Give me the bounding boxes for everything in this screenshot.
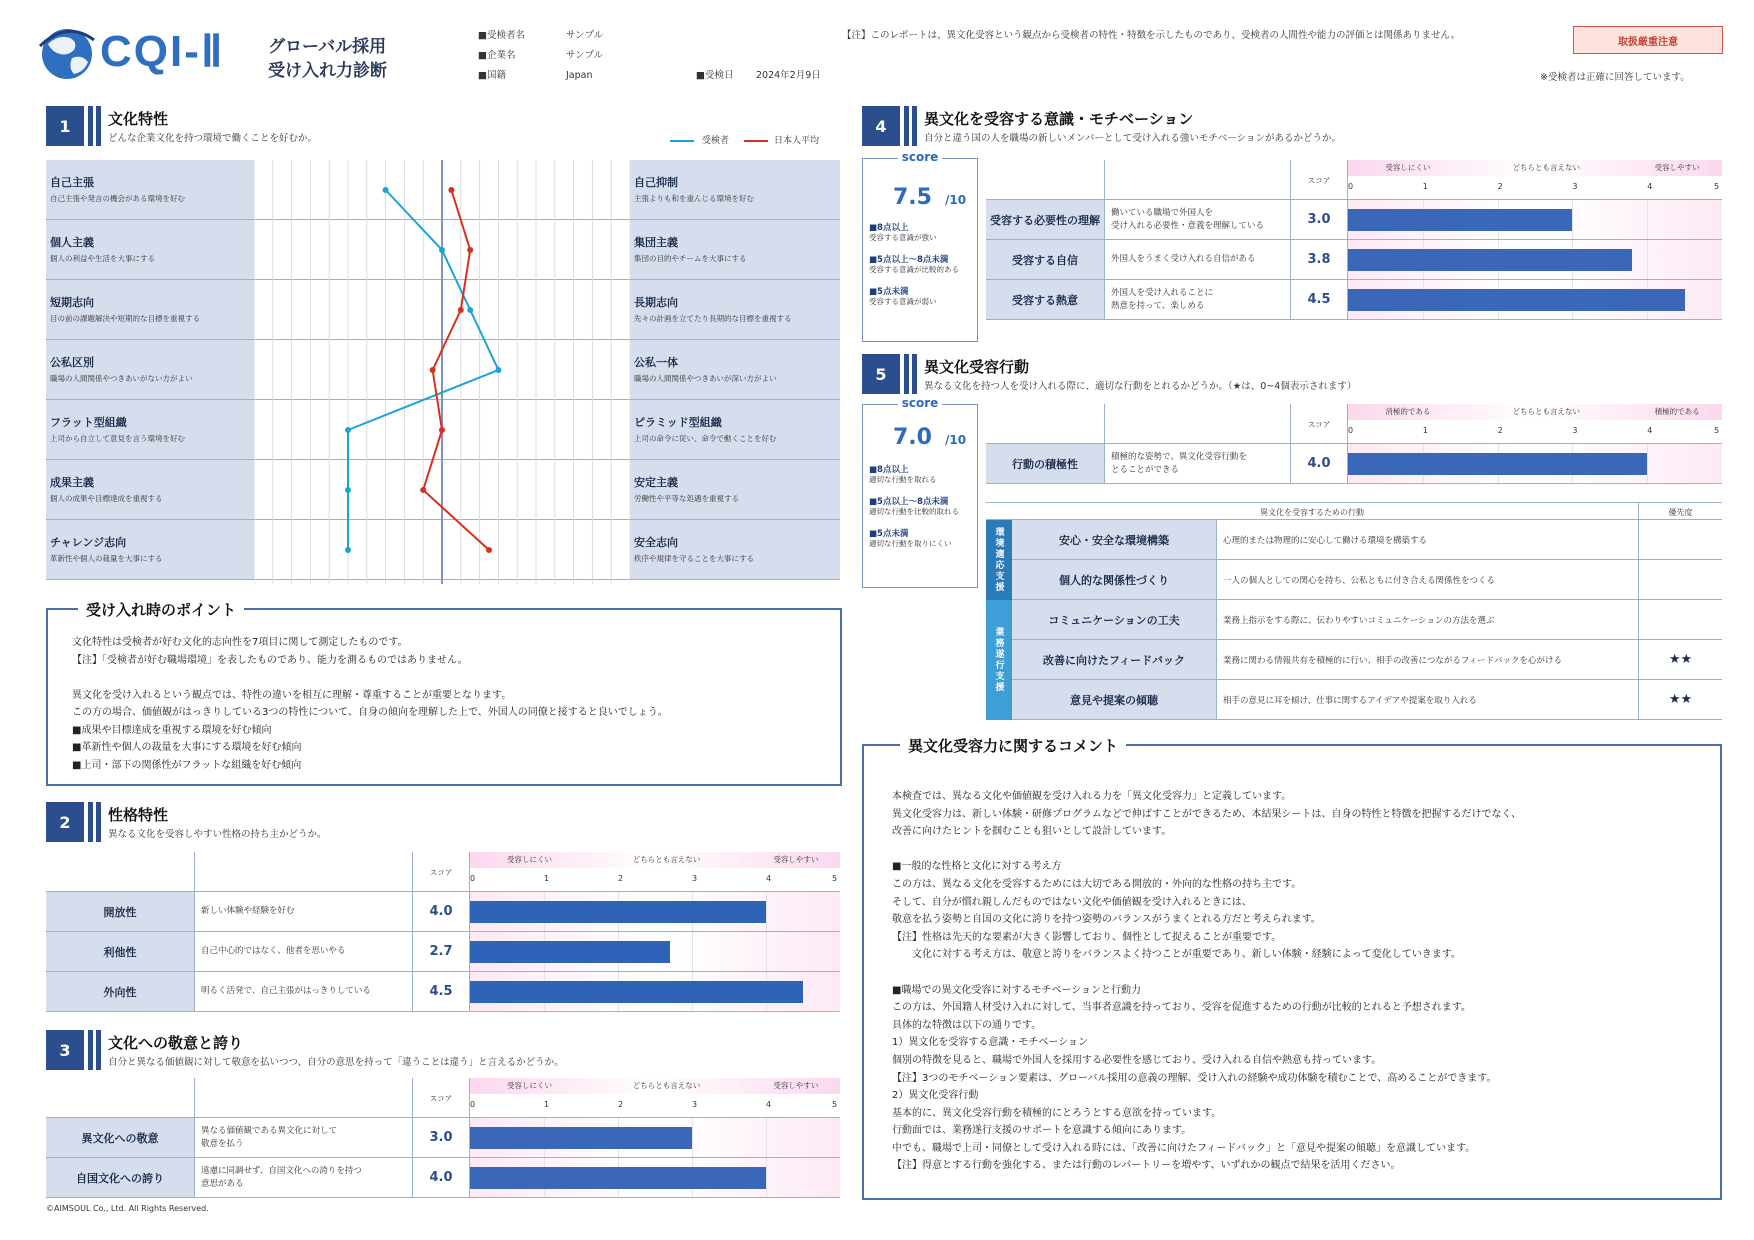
action-row xyxy=(1012,600,1722,640)
row-score: 4.5 xyxy=(1290,280,1348,319)
score-legend-item xyxy=(869,495,977,517)
respect-pride-table xyxy=(46,1078,840,1200)
row-score: 2.7 xyxy=(412,932,470,971)
score-col-header: スコア xyxy=(412,852,470,892)
scale-header xyxy=(470,852,840,888)
section-number: 1 xyxy=(46,106,84,146)
legend-average: 日本人平均 xyxy=(774,136,820,146)
comment-line: 具体的な特徴は以下の通りです。 xyxy=(892,1019,1042,1031)
row-desc xyxy=(194,972,412,1011)
section-title: 異文化を受容する意識・モチベーション xyxy=(924,110,1194,128)
action-row xyxy=(1012,560,1722,600)
culture-right-label: 集団主義 xyxy=(634,236,678,249)
action-desc: 業務に関わる情報共有を積極的に行い、相手の改善につながるフィードバックを心がける xyxy=(1216,640,1638,679)
row-desc xyxy=(194,892,412,931)
row-desc xyxy=(194,1158,412,1197)
score-outof: /10 xyxy=(945,193,967,207)
scale-tick: 5 xyxy=(1714,182,1720,191)
date-label: ■受検日 xyxy=(696,70,734,81)
behavior-table xyxy=(986,404,1722,488)
culture-left-cell xyxy=(46,340,254,399)
row-desc-text: 積極的な姿勢で、異文化受容行動を xyxy=(1111,452,1247,463)
comment-box xyxy=(862,737,1722,1200)
comment-line: 【注】得意とする行動を強化する、または行動のレパートリーを増やす、いずれかの観点で結果を活用ください。 xyxy=(892,1160,1401,1172)
scale-tick: 4 xyxy=(766,1100,772,1109)
data-point xyxy=(345,487,351,493)
culture-right-label: 安定主義 xyxy=(634,476,678,489)
row-score: 3.0 xyxy=(1290,200,1348,239)
comment-line: 個別の特徴を見ると、職場で外国人を採用する必要性を感じており、受け入れる自信や熱意も持っています。 xyxy=(892,1054,1382,1066)
culture-profile xyxy=(46,160,840,584)
score-row xyxy=(46,1158,840,1198)
culture-right-cell xyxy=(630,220,840,279)
row-desc-text: 受け入れる必要性・意義を理解している xyxy=(1111,220,1265,231)
score-legend-item xyxy=(869,463,977,485)
score-legend-item xyxy=(869,221,977,243)
comment-line: 【注】性格は先天的な要素が大きく影響しており、個性として捉えることが重要です。 xyxy=(892,931,1282,943)
row-desc-text: 意思がある xyxy=(201,1178,244,1189)
score-row xyxy=(46,892,840,932)
date-value: 2024年2月9日 xyxy=(756,70,821,81)
score-row xyxy=(46,932,840,972)
row-desc xyxy=(1104,280,1290,319)
logo-sub2: 受け入れ力診断 xyxy=(268,61,387,81)
culture-right-label: 安全志向 xyxy=(634,536,678,549)
scale-neutral: どちらとも言えない xyxy=(632,1081,701,1090)
section4-header xyxy=(862,106,1722,146)
culture-left-desc: 目の前の課題解決や短期的な目標を重視する xyxy=(50,314,200,323)
candidate-label: ■受検者名 xyxy=(478,30,525,41)
row-desc-text: とることができる xyxy=(1111,464,1180,475)
data-point xyxy=(345,427,351,433)
group-work-support: 業務遂行支援 xyxy=(986,600,1012,720)
points-line: 【注】「受検者が好む職場環境」を表したものであり、能力を測るものではありません。 xyxy=(72,654,468,666)
legend-candidate: 受検者 xyxy=(702,136,730,146)
scale-tick: 1 xyxy=(1422,182,1428,191)
score-row xyxy=(46,972,840,1012)
action-label: コミュニケーションの工夫 xyxy=(1012,600,1216,639)
row-desc-text: 働いている職場で外国人を xyxy=(1111,208,1214,219)
scale-tick: 2 xyxy=(1497,426,1503,435)
personality-table xyxy=(46,852,840,1014)
points-line: ■成果や目標達成を重視する環境を好む傾向 xyxy=(72,724,272,736)
action-row xyxy=(1012,640,1722,680)
row-score: 3.8 xyxy=(1290,240,1348,279)
scale-tick: 3 xyxy=(1572,182,1578,191)
score-bar xyxy=(1348,209,1572,231)
action-label: 個人的な関係性づくり xyxy=(1012,560,1216,599)
action-desc: 一人の個人としての関心を持ち、公私ともに付き合える関係性をつくる xyxy=(1216,560,1638,599)
section-subtitle: 自分と違う国の人を職場の新しいメンバーとして受け入れる強いモチベーションがあるかどうか。 xyxy=(924,133,1341,144)
comment-line: そして、自分が慣れ親しんだものではない文化や価値観を受け入れるときには、 xyxy=(892,896,1252,908)
data-point xyxy=(439,247,445,253)
culture-left-cell xyxy=(46,160,254,219)
scale-easy: 受容しやすい xyxy=(773,1081,819,1090)
culture-right-desc: 労働性や平等な処遇を重視する xyxy=(634,494,739,503)
points-line: ■上司・部下の関係性がフラットな組織を好む傾向 xyxy=(72,759,302,771)
row-label: 外向性 xyxy=(46,972,194,1011)
scale-tick: 1 xyxy=(1422,426,1428,435)
comment-line: この方は、異なる文化を受容するためには大切である開放的・外向的な性格の持ち主です。 xyxy=(892,878,1302,890)
data-point xyxy=(345,547,351,553)
company-label: ■企業名 xyxy=(478,50,516,61)
score-row xyxy=(986,280,1722,320)
action-desc: 心理的または物理的に安心して働ける環境を構築する xyxy=(1216,520,1638,559)
score-col-header: スコア xyxy=(1290,404,1348,444)
section3-header xyxy=(46,1030,836,1070)
row-desc xyxy=(1104,444,1290,483)
action-priority-stars xyxy=(1638,600,1722,639)
row-desc-text: 異なる価値観である異文化に対して xyxy=(201,1126,338,1137)
action-priority-stars: ★★ xyxy=(1638,680,1722,719)
action-row xyxy=(1012,680,1722,720)
data-point xyxy=(439,427,445,433)
row-desc xyxy=(1104,240,1290,279)
data-point xyxy=(458,307,464,313)
culture-left-label: 自己主張 xyxy=(50,176,94,189)
section-subtitle: 自分と異なる価値観に対して敬意を払いつつ、自分の意思を持って「違うことは違う」と言えるかどうか。 xyxy=(108,1057,564,1068)
logo-sub1: グローバル採用 xyxy=(268,37,387,57)
scale-tick: 0 xyxy=(470,874,476,883)
legend-head: ■5点以上～8点未満 xyxy=(869,496,949,507)
scale-tick: 2 xyxy=(618,1100,624,1109)
section-subtitle: 異なる文化を受容しやすい性格の持ち主かどうか。 xyxy=(108,829,327,840)
score-outof: /10 xyxy=(945,433,967,447)
score-row xyxy=(986,200,1722,240)
comment-line: ■職場での異文化受容に対するモチベーションと行動力 xyxy=(892,984,1142,996)
row-desc xyxy=(1104,200,1290,239)
scale-easy: 積極的である xyxy=(1654,407,1700,416)
scale-neutral: どちらとも言えない xyxy=(1512,163,1581,172)
culture-left-label: 短期志向 xyxy=(50,296,94,309)
culture-right-desc: 上司の命令に従い、命令で動くことを好む xyxy=(634,434,777,443)
action-priority-stars: ★★ xyxy=(1638,640,1722,679)
scale-header xyxy=(470,1078,840,1114)
score-row xyxy=(986,240,1722,280)
comment-line: この方は、外国籍人材受け入れに対して、当事者意識を持っており、受容を促進するための行動が比較的とれると予想されます。 xyxy=(892,1002,1471,1014)
row-desc-text: 敬意を払う xyxy=(201,1138,244,1149)
culture-right-cell xyxy=(630,280,840,339)
action-priority-stars xyxy=(1638,520,1722,559)
row-desc-text: 自己中心的ではなく、他者を思いやる xyxy=(201,946,346,957)
culture-profile-chart xyxy=(254,160,630,584)
row-label: 受容する必要性の理解 xyxy=(986,200,1104,239)
points-line: ■革新性や個人の裁量を大事にする環境を好む傾向 xyxy=(72,742,302,753)
scale-tick: 5 xyxy=(832,874,838,883)
scale-tick: 0 xyxy=(1348,426,1354,435)
culture-right-label: ピラミッド型組織 xyxy=(634,416,722,429)
comment-line: 中でも、職場で上司・同僚として受け入れる時には、「改善に向けたフィードバック」と「意見や提案の傾聴」を意識しています。 xyxy=(892,1142,1476,1154)
action-row xyxy=(1012,520,1722,560)
section-number: 2 xyxy=(46,802,84,842)
comment-line xyxy=(892,964,1712,982)
row-label: 異文化への敬意 xyxy=(46,1118,194,1157)
comment-line: 文化に対する考え方は、敬意と誇りをバランスよく持つことが重要であり、新しい体験・経験によって変化していきます。 xyxy=(892,949,1461,961)
points-line: 異文化を受け入れるという観点では、特性の違いを相互に理解・尊重することが重要となります。 xyxy=(72,689,512,701)
motivation-score: 7.5 xyxy=(893,185,932,210)
comment-line: 本検査では、異なる文化や価値観を受け入れる力を「異文化受容力」と定義しています。 xyxy=(892,791,1292,802)
row-label: 利他性 xyxy=(46,932,194,971)
action-priority-stars xyxy=(1638,560,1722,599)
scale-tick: 1 xyxy=(544,874,550,883)
section-subtitle: どんな企業文化を持つ環境で働くことを好むか。 xyxy=(108,133,318,144)
comment-text xyxy=(892,788,1712,1175)
data-point xyxy=(430,367,436,373)
legend-sub: 適切な行動を取りにくい xyxy=(869,538,952,548)
scale-hard: 受容しにくい xyxy=(507,855,552,864)
score-bar xyxy=(1348,289,1685,311)
scale-tick: 4 xyxy=(766,874,772,883)
comment-line xyxy=(892,841,1712,859)
score-legend-item xyxy=(869,285,977,307)
row-label: 自国文化への誇り xyxy=(46,1158,194,1197)
scale-tick: 4 xyxy=(1647,426,1653,435)
comment-line: 敬意を払う姿勢と自国の文化に誇りを持つ姿勢のバランスがうまくとれる方だと考えられます。 xyxy=(892,914,1321,926)
row-desc-text: 明るく活発で、自己主張がはっきりしている xyxy=(201,986,371,997)
behavior-score: 7.0 xyxy=(893,425,932,450)
scale-tick: 3 xyxy=(692,874,698,883)
scale-tick: 0 xyxy=(1348,182,1354,191)
culture-right-desc: 職場の人間関係やつきあいが深い方がよい xyxy=(634,374,777,383)
culture-left-label: 個人主義 xyxy=(50,236,94,249)
scale-hard: 受容しにくい xyxy=(1385,163,1431,172)
scale-neutral: どちらとも言えない xyxy=(632,855,701,864)
scale-easy: 受容しやすい xyxy=(1654,163,1700,172)
action-desc: 業務上指示をする際に、伝わりやすいコミュニケーションの方法を選ぶ xyxy=(1216,600,1638,639)
scale-hard: 受容しにくい xyxy=(507,1081,552,1090)
scale-header xyxy=(1348,160,1722,196)
score-legend-item xyxy=(869,527,977,549)
legend-head: ■5点未満 xyxy=(869,286,909,297)
score-word: score xyxy=(898,150,943,164)
culture-left-desc: 自己主張や発言の機会がある環境を好む xyxy=(50,194,185,203)
points-line: 文化特性は受検者が好む文化的志向性を7項目に関して測定したものです。 xyxy=(72,637,408,648)
row-desc-text: 外国人を受け入れることに xyxy=(1111,288,1214,299)
legend-head: ■5点未満 xyxy=(869,528,909,539)
row-label: 開放性 xyxy=(46,892,194,931)
score-col-header: スコア xyxy=(412,1078,470,1118)
data-point xyxy=(495,367,501,373)
culture-left-desc: 個人の利益や生活を大事にする xyxy=(50,254,155,263)
legend-sub: 適切な行動を取れる xyxy=(869,475,937,484)
priority-header: 優先度 xyxy=(1638,503,1722,521)
action-desc: 相手の意見に耳を傾け、仕事に関するアイデアや提案を取り入れる xyxy=(1216,680,1638,719)
culture-left-desc: 個人の成果や目標達成を重視する xyxy=(50,494,163,503)
actions-table xyxy=(986,502,1722,724)
culture-right-cell xyxy=(630,460,840,519)
scale-tick: 0 xyxy=(470,1100,476,1109)
points-box xyxy=(46,601,842,786)
nationality-value: Japan xyxy=(566,70,593,81)
comment-line: 【注】3つのモチベーション要素は、グローバル採用の意義の理解、受け入れの経験や成功体験を積むことで、高めることができます。 xyxy=(892,1072,1497,1084)
culture-right-desc: 先々の計画を立てたり長期的な目標を重視する xyxy=(634,314,792,323)
scale-tick: 1 xyxy=(544,1100,550,1109)
actions-header: 異文化を受容するための行動 xyxy=(1260,507,1364,517)
culture-left-desc: 上司から自立して意見を言う環境を好む xyxy=(50,434,185,443)
section5-header xyxy=(862,354,1722,394)
culture-left-cell xyxy=(46,220,254,279)
comment-line: 1）異文化を受容する意識・モチベーション xyxy=(892,1037,1088,1049)
row-desc xyxy=(194,932,412,971)
points-title: 受け入れ時のポイント xyxy=(78,599,244,620)
score-row xyxy=(46,1118,840,1158)
comment-line: 行動面では、業務遂行支援のサポートを意識する傾向にあります。 xyxy=(892,1125,1192,1137)
score-bar xyxy=(470,941,670,963)
culture-left-label: フラット型組織 xyxy=(50,416,127,429)
points-line xyxy=(72,669,832,687)
scale-tick: 3 xyxy=(1572,426,1578,435)
score-bar xyxy=(1348,453,1647,475)
comment-line: 改善に向けたヒントを掴むことも狙いとして設計しています。 xyxy=(892,826,1172,838)
score-row xyxy=(986,444,1722,484)
legend-head: ■8点以上 xyxy=(869,223,909,233)
culture-left-desc: 革新性や個人の裁量を大事にする xyxy=(50,554,163,563)
legend-head: ■5点以上～8点未満 xyxy=(869,254,949,265)
section-number: 3 xyxy=(46,1030,84,1070)
culture-left-cell xyxy=(46,520,254,579)
motivation-table xyxy=(986,160,1722,324)
group-env-support: 環境適応支援 xyxy=(986,520,1012,600)
nationality-label: ■国籍 xyxy=(478,70,506,81)
score-bar xyxy=(470,1167,766,1189)
culture-left-label: 成果主義 xyxy=(50,476,94,489)
legend-sub: 受容する意識が比較的ある xyxy=(869,264,959,274)
legend-sub: 適切な行動を比較的取れる xyxy=(869,506,959,516)
data-point xyxy=(448,187,454,193)
row-desc-text: 外国人をうまく受け入れる自信がある xyxy=(1111,254,1256,265)
copyright: ©AIMSOUL Co., Ltd. All Rights Reserved. xyxy=(46,1204,209,1213)
section-title: 文化への敬意と誇り xyxy=(108,1034,244,1052)
chart-legend xyxy=(670,134,840,148)
row-score: 4.5 xyxy=(412,972,470,1011)
scale-neutral: どちらとも言えない xyxy=(1512,407,1581,416)
header-note: 【注】このレポートは、異文化受容という観点から受検者の特性・特徴を示したものであり、受検者の人間性や能力の評価とは関係ありません。 xyxy=(842,30,1461,41)
culture-left-cell xyxy=(46,460,254,519)
scale-tick: 4 xyxy=(1647,182,1653,191)
row-label: 受容する自信 xyxy=(986,240,1104,279)
points-line: この方の場合、価値観がはっきりしている3つの特性について、自身の傾向を理解した上で、外国人の同僚と接すると良いでしょう。 xyxy=(72,707,668,718)
scale-header xyxy=(1348,404,1722,440)
data-point xyxy=(467,307,473,313)
score-legend-item xyxy=(869,253,977,275)
data-point xyxy=(486,547,492,553)
score-bar xyxy=(1348,249,1632,271)
motivation-score-box xyxy=(862,150,978,342)
scale-easy: 受容しやすい xyxy=(773,855,819,864)
row-desc-text: 遠慮に同調せず、自国文化への誇りを持つ xyxy=(201,1166,362,1177)
action-label: 意見や提案の傾聴 xyxy=(1012,680,1216,719)
answer-note: ※受検者は正確に回答しています。 xyxy=(1540,72,1690,83)
culture-left-cell xyxy=(46,280,254,339)
row-desc-text: 熱意を持って、楽しめる xyxy=(1111,300,1205,311)
comment-title: 異文化受容力に関するコメント xyxy=(900,735,1126,756)
culture-left-label: チャレンジ志向 xyxy=(50,536,127,549)
section-title: 文化特性 xyxy=(108,110,169,128)
scale-tick: 2 xyxy=(1497,182,1503,191)
row-label: 受容する熱意 xyxy=(986,280,1104,319)
section-number: 4 xyxy=(862,106,900,146)
scale-tick: 2 xyxy=(618,874,624,883)
culture-right-cell xyxy=(630,340,840,399)
culture-right-label: 長期志向 xyxy=(634,296,678,309)
company-value: サンプル xyxy=(566,50,604,61)
logo xyxy=(38,24,418,84)
culture-right-desc: 主張よりも和を重んじる環境を好む xyxy=(634,194,754,203)
culture-left-cell xyxy=(46,400,254,459)
culture-left-label: 公私区別 xyxy=(50,356,94,369)
legend-sub: 受容する意識が弱い xyxy=(869,296,937,306)
comment-line: 2）異文化受容行動 xyxy=(892,1090,979,1102)
data-point xyxy=(383,187,389,193)
row-score: 3.0 xyxy=(412,1118,470,1157)
score-bar xyxy=(470,1127,692,1149)
culture-left-desc: 職場の人間関係やつきあいがない方がよい xyxy=(50,374,193,383)
confidential-badge: 取扱厳重注意 xyxy=(1573,26,1723,54)
scale-tick: 3 xyxy=(692,1100,698,1109)
candidate-value: サンプル xyxy=(566,30,604,41)
comment-line: ■一般的な性格と文化に対する考え方 xyxy=(892,861,1062,873)
comment-line: 異文化受容力は、新しい体験・研修プログラムなどで伸ばすことができるため、本結果シートは、自身の特性と特徴を把握するだけでなく、 xyxy=(892,808,1522,820)
section-subtitle: 異なる文化を持つ人を受け入れる際に、適切な行動をとれるかどうか。（★は、0~4個表示されます） xyxy=(924,381,1357,392)
section-title: 異文化受容行動 xyxy=(924,358,1030,376)
globe-icon xyxy=(38,24,96,82)
culture-right-cell xyxy=(630,160,840,219)
score-word: score xyxy=(898,396,943,410)
row-score: 4.0 xyxy=(1290,444,1348,483)
logo-text: CQI-Ⅱ xyxy=(100,27,225,76)
row-desc xyxy=(194,1118,412,1157)
data-point xyxy=(420,487,426,493)
legend-head: ■8点以上 xyxy=(869,465,909,475)
section-number: 5 xyxy=(862,354,900,394)
culture-right-cell xyxy=(630,520,840,579)
score-bar xyxy=(470,981,803,1003)
scale-hard: 消極的である xyxy=(1385,407,1431,416)
culture-right-desc: 秩序や規律を守ることを大事にする xyxy=(634,554,754,563)
scale-tick: 5 xyxy=(832,1100,838,1109)
action-label: 安心・安全な環境構築 xyxy=(1012,520,1216,559)
data-point xyxy=(467,247,473,253)
scale-tick: 5 xyxy=(1714,426,1720,435)
section2-header xyxy=(46,802,836,842)
action-label: 改善に向けたフィードバック xyxy=(1012,640,1216,679)
row-score: 4.0 xyxy=(412,892,470,931)
legend-sub: 受容する意識が強い xyxy=(869,233,937,242)
row-desc-text: 新しい体験や経験を好む xyxy=(201,906,295,917)
culture-right-desc: 集団の目的やチームを大事にする xyxy=(634,254,747,263)
comment-line: 基本的に、異文化受容行動を積極的にとろうとする意欲を持っています。 xyxy=(892,1107,1222,1119)
points-text xyxy=(72,634,832,774)
culture-right-label: 公私一体 xyxy=(634,356,678,369)
row-score: 4.0 xyxy=(412,1158,470,1197)
culture-right-label: 自己抑制 xyxy=(634,176,678,189)
row-label: 行動の積極性 xyxy=(986,444,1104,483)
section-title: 性格特性 xyxy=(108,806,169,824)
culture-right-cell xyxy=(630,400,840,459)
score-bar xyxy=(470,901,766,923)
score-col-header: スコア xyxy=(1290,160,1348,200)
behavior-score-box xyxy=(862,396,978,588)
